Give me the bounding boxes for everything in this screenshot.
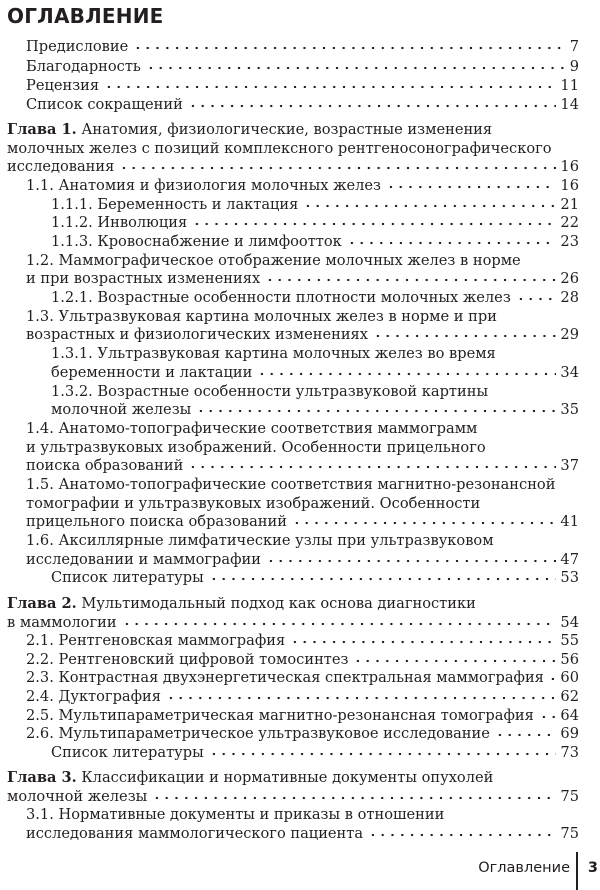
dot-leader — [266, 558, 556, 564]
chapter-label: Глава 3. — [7, 769, 77, 786]
toc-entry-title: 1.1.2. Инволюция — [51, 214, 188, 231]
toc-entry-title: Предисловие — [26, 38, 129, 55]
toc-entry — [26, 513, 579, 531]
dot-leader — [257, 371, 556, 377]
toc-entry-title: 1.2.1. Возрастные особенности плотности молочных желез — [51, 289, 511, 306]
toc-entry-page: 60 — [560, 669, 579, 686]
dot-leader — [368, 832, 556, 838]
toc-entry-title: 2.4. Дуктография — [26, 688, 161, 705]
dot-leader — [495, 732, 557, 738]
dot-leader — [209, 751, 557, 757]
toc-entry-line: 1.4. Анатомо-топографические соответствия маммограмм — [26, 420, 478, 437]
dot-leader — [188, 464, 556, 470]
toc-entry-page: 22 — [560, 214, 579, 231]
toc-entry-title: Список сокращений — [26, 96, 183, 113]
toc-entry-page: 56 — [560, 651, 579, 668]
toc-entry-page: 16 — [560, 158, 579, 175]
dot-leader — [292, 520, 556, 526]
running-footer-label: Оглавление — [478, 860, 570, 876]
chapter-title-line: Классификации и нормативные документы опухолей — [81, 769, 494, 786]
toc-entry-line: томографии и ультразвуковых изображений. Особенности — [26, 495, 481, 512]
dot-leader — [303, 203, 556, 209]
chapter-heading-line — [7, 595, 476, 613]
toc-entry-title: в маммологии — [7, 614, 117, 631]
toc-entry — [26, 632, 579, 650]
toc-entry-line: 1.3. Ультразвуковая картина молочных желез в норме и при — [26, 308, 497, 325]
toc-entry-page: 7 — [569, 38, 579, 55]
toc-heading: ОГЛАВЛЕНИЕ — [7, 4, 164, 28]
toc-entry-title: поиска образований — [26, 457, 184, 474]
dot-leader — [119, 165, 556, 171]
toc-entry — [7, 158, 579, 176]
toc-entry — [26, 96, 579, 114]
dot-leader — [196, 408, 556, 414]
toc-entry-page: 14 — [560, 96, 579, 113]
toc-entry — [26, 707, 579, 725]
toc-entry-line: 1.3.1. Ультразвуковая картина молочных желез во время — [51, 345, 496, 362]
toc-entry — [26, 551, 579, 569]
toc-entry-page: 34 — [560, 364, 579, 381]
toc-entry-page: 75 — [560, 825, 579, 842]
toc-entry-title: молочной железы — [7, 788, 148, 805]
toc-entry-page: 37 — [560, 457, 579, 474]
toc-entry-page: 62 — [560, 688, 579, 705]
toc-entry-title: 2.5. Мультипараметрическая магнитно-резонансная томография — [26, 707, 534, 724]
toc-entry-page: 73 — [560, 744, 579, 761]
toc-entry-page: 35 — [560, 401, 579, 418]
toc-entry-title: Список литературы — [51, 744, 204, 761]
toc-entry — [51, 569, 579, 587]
toc-entry-page: 26 — [560, 270, 579, 287]
dot-leader — [265, 277, 556, 283]
toc-entry — [26, 688, 579, 706]
toc-entry-line: 1.5. Анатомо-топографические соответствия магнитно-резонансной — [26, 476, 556, 493]
toc-entry — [26, 725, 579, 743]
toc-entry-title: и при возрастных изменениях — [26, 270, 261, 287]
dot-leader — [373, 333, 556, 339]
dot-leader — [209, 576, 557, 582]
page-number: 3 — [587, 860, 598, 876]
toc-entry-title: Благодарность — [26, 58, 141, 75]
toc-entry — [51, 744, 579, 762]
toc-entry-page: 23 — [560, 233, 579, 250]
toc-entry-title: 2.3. Контрастная двухэнергетическая спектральная маммография — [26, 669, 544, 686]
dot-leader — [152, 795, 556, 801]
toc-entry — [26, 651, 579, 669]
toc-entry-page: 16 — [560, 177, 579, 194]
toc-entry-page: 47 — [560, 551, 579, 568]
toc-entry-title: Список литературы — [51, 569, 204, 586]
toc-entry — [7, 788, 579, 806]
toc-entry-title: беременности и лактации — [51, 364, 253, 381]
toc-entry-title: возрастных и физиологических изменениях — [26, 326, 368, 343]
toc-entry-title: исследования — [7, 158, 115, 175]
toc-entry-page: 28 — [560, 289, 579, 306]
toc-entry-line: 3.1. Нормативные документы и приказы в отношении — [26, 806, 445, 823]
toc-entry-title: 1.1.1. Беременность и лактация — [51, 196, 299, 213]
chapter-title-line: Мультимодальный подход как основа диагностики — [81, 595, 476, 612]
toc-entry-page: 41 — [560, 513, 579, 530]
toc-entry-title: молочной железы — [51, 401, 192, 418]
toc-entry-line: 1.6. Аксиллярные лимфатические узлы при ультразвуковом — [26, 532, 494, 549]
toc-entry-title: 1.1.3. Кровоснабжение и лимфоотток — [51, 233, 342, 250]
dot-leader — [146, 65, 566, 71]
toc-entry — [51, 214, 579, 232]
chapter-heading-line — [7, 121, 492, 139]
toc-entry — [51, 401, 579, 419]
chapter-label: Глава 2. — [7, 595, 77, 612]
dot-leader — [192, 221, 556, 227]
chapter-label: Глава 1. — [7, 121, 77, 138]
dot-leader — [347, 240, 557, 246]
toc-entry-page: 75 — [560, 788, 579, 805]
toc-entry-page: 55 — [560, 632, 579, 649]
toc-entry — [51, 364, 579, 382]
toc-entry-page: 21 — [560, 196, 579, 213]
toc-entry-title: 2.1. Рентгеновская маммография — [26, 632, 286, 649]
toc-entry-title: 1.1. Анатомия и физиология молочных желез — [26, 177, 381, 194]
toc-entry-page: 11 — [560, 77, 579, 94]
toc-entry — [26, 326, 579, 344]
chapter-heading-line — [7, 769, 493, 787]
toc-entry-title: исследовании и маммографии — [26, 551, 261, 568]
toc-entry-page: 69 — [560, 725, 579, 742]
toc-entry-line: и ультразвуковых изображений. Особенности прицельного — [26, 439, 486, 456]
dot-leader — [188, 103, 557, 109]
toc-entry — [51, 233, 579, 251]
toc-entry-line: 1.2. Маммографическое отображение молочных желез в норме — [26, 252, 521, 269]
toc-entry — [26, 177, 579, 195]
dot-leader — [290, 639, 556, 645]
toc-entry — [51, 196, 579, 214]
toc-entry-title: Рецензия — [26, 77, 100, 94]
toc-entry — [26, 669, 579, 687]
toc-entry-page: 29 — [560, 326, 579, 343]
dot-leader — [548, 676, 556, 682]
dot-leader — [516, 296, 557, 302]
toc-entry-title: исследования маммологического пациента — [26, 825, 364, 842]
dot-leader — [539, 714, 557, 720]
toc-entry-title: 2.6. Мультипараметрическое ультразвуковое исследование — [26, 725, 490, 742]
toc-entry-page: 9 — [569, 58, 579, 75]
toc-entry-page: 53 — [560, 569, 579, 586]
toc-entry — [26, 58, 579, 76]
dot-leader — [353, 658, 556, 664]
toc-entry — [26, 457, 579, 475]
dot-leader — [386, 184, 556, 190]
dot-leader — [133, 45, 565, 51]
dot-leader — [166, 695, 556, 701]
toc-entry — [26, 38, 579, 56]
toc-entry — [51, 289, 579, 307]
chapter-title-line: молочных желез с позиций комплексного рентгеносонографического — [7, 140, 552, 157]
toc-entry — [26, 270, 579, 288]
dot-leader — [104, 84, 556, 90]
toc-entry-page: 64 — [560, 707, 579, 724]
toc-entry-title: 2.2. Рентгеновский цифровой томосинтез — [26, 651, 349, 668]
chapter-title-line: Анатомия, физиологические, возрастные изменения — [81, 121, 493, 138]
toc-entry — [7, 614, 579, 632]
toc-entry — [26, 825, 579, 843]
toc-entry — [26, 77, 579, 95]
page-footer — [0, 852, 600, 890]
toc-entry-line: 1.3.2. Возрастные особенности ультразвуковой картины — [51, 383, 489, 400]
toc-entry-title: прицельного поиска образований — [26, 513, 287, 530]
footer-divider — [576, 852, 578, 890]
toc-entry-page: 54 — [560, 614, 579, 631]
dot-leader — [122, 621, 557, 627]
